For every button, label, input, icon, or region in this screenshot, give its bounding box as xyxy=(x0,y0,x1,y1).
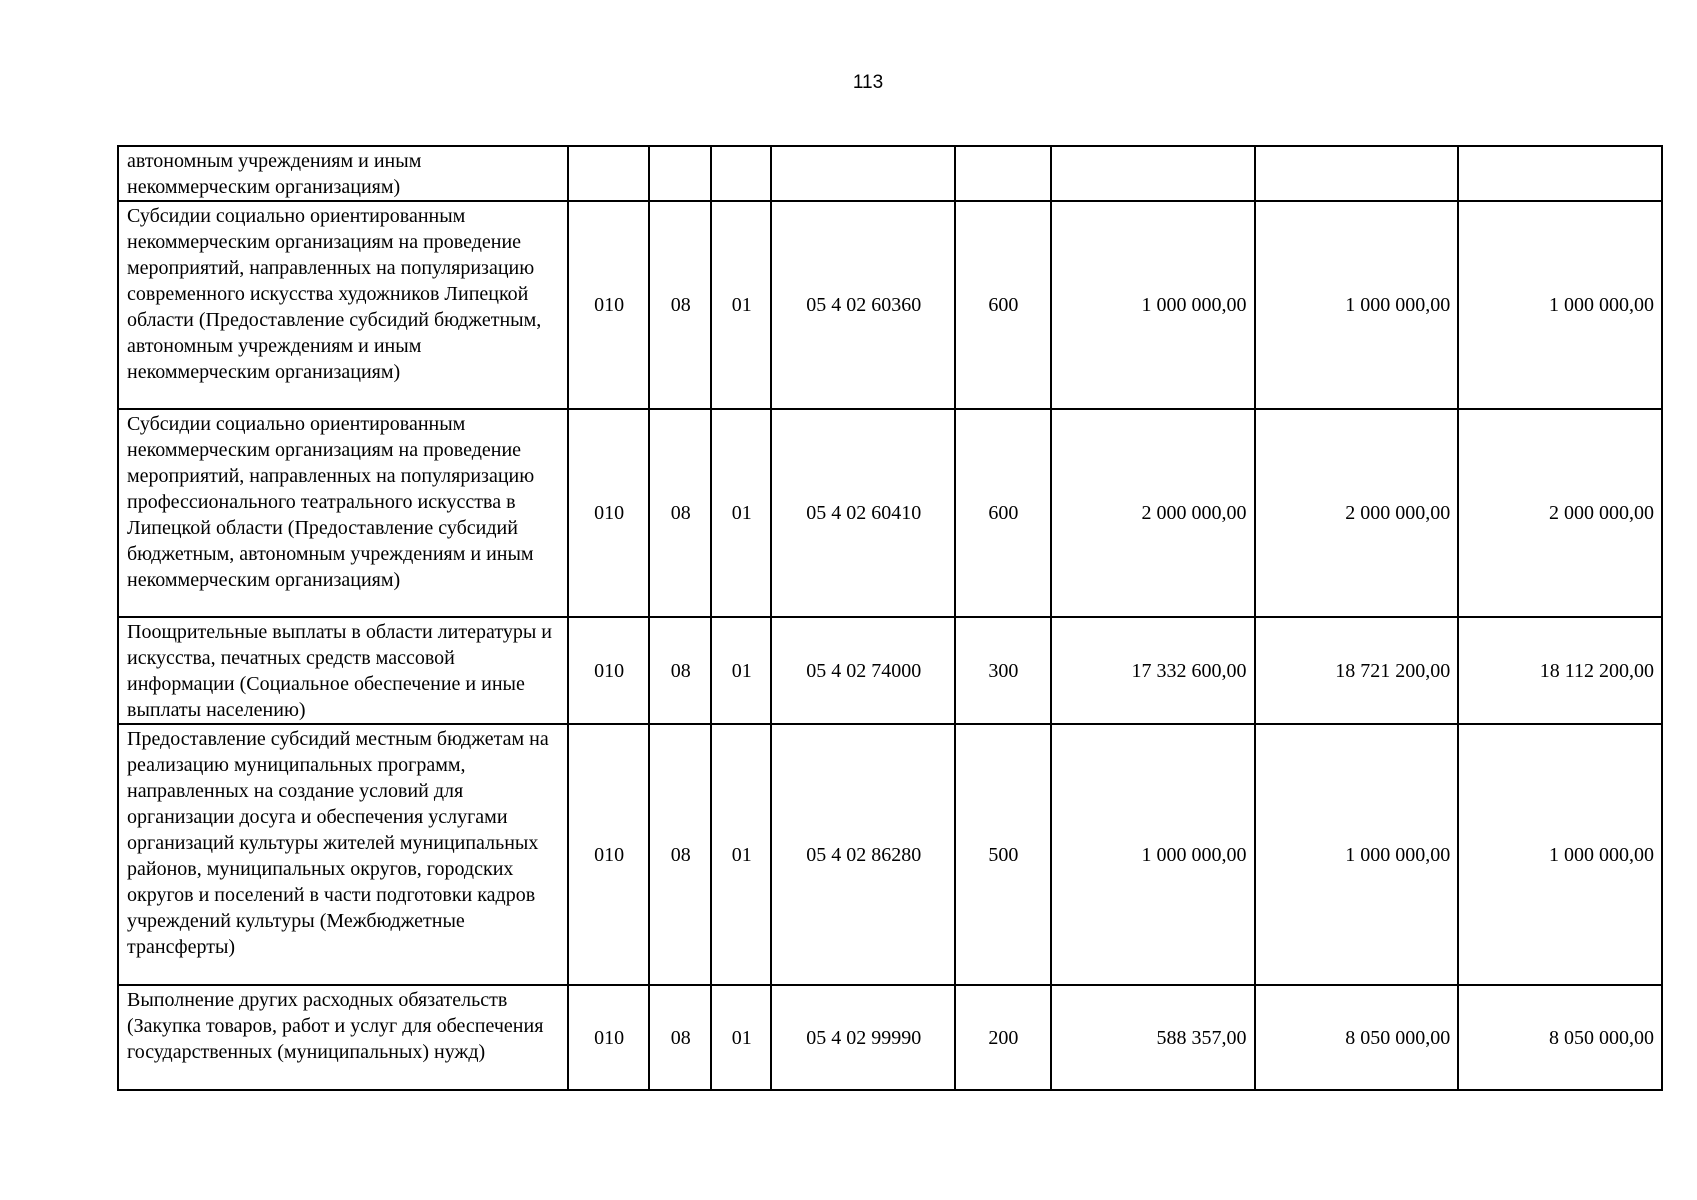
amount-2: 1 000 000,00 xyxy=(1255,724,1459,985)
table-row xyxy=(118,724,1662,985)
target-article-code: 05 4 02 60360 xyxy=(771,201,955,409)
table-row xyxy=(118,409,1662,617)
subsection-code: 01 xyxy=(711,409,772,617)
section-code xyxy=(649,146,711,201)
section-code: 08 xyxy=(649,201,711,409)
ministry-code: 010 xyxy=(568,724,650,985)
expense-type-code: 500 xyxy=(955,724,1051,985)
expense-type-code: 300 xyxy=(955,617,1051,724)
row-description: Предоставление субсидий местным бюджетам на реализацию муниципальных программ, направленных на создание условий для организации досуга и обеспечения услугами организаций культуры жителей муниципальных районов, муниципальных округов, городских округов и поселений в части подготовки кадров учреждений культуры (Межбюджетные трансферты) xyxy=(118,724,568,985)
expense-type-code: 600 xyxy=(955,201,1051,409)
amount-2: 8 050 000,00 xyxy=(1255,985,1459,1090)
row-description: Выполнение других расходных обязательств (Закупка товаров, работ и услуг для обеспечения государственных (муниципальных) нужд) xyxy=(118,985,568,1090)
ministry-code xyxy=(568,146,650,201)
target-article-code: 05 4 02 86280 xyxy=(771,724,955,985)
amount-1 xyxy=(1051,146,1255,201)
amount-3: 8 050 000,00 xyxy=(1458,985,1662,1090)
page-number: 113 xyxy=(852,72,884,93)
subsection-code: 01 xyxy=(711,201,772,409)
section-code: 08 xyxy=(649,724,711,985)
row-description: Субсидии социально ориентированным некоммерческим организациям на проведение мероприятий, направленных на популяризацию современного искусства художников Липецкой области (Предоставление субсидий бюджетным, автономным учреждениям и иным некоммерческим организациям) xyxy=(118,201,568,409)
table-row xyxy=(118,617,1662,724)
ministry-code: 010 xyxy=(568,617,650,724)
table-row xyxy=(118,146,1662,201)
section-code: 08 xyxy=(649,617,711,724)
ministry-code: 010 xyxy=(568,201,650,409)
ministry-code: 010 xyxy=(568,409,650,617)
amount-2: 1 000 000,00 xyxy=(1255,201,1459,409)
amount-3: 1 000 000,00 xyxy=(1458,724,1662,985)
subsection-code: 01 xyxy=(711,617,772,724)
section-code: 08 xyxy=(649,409,711,617)
subsection-code: 01 xyxy=(711,724,772,985)
section-code: 08 xyxy=(649,985,711,1090)
row-description: Поощрительные выплаты в области литературы и искусства, печатных средств массовой информации (Социальное обеспечение и иные выплаты населению) xyxy=(118,617,568,724)
amount-1: 588 357,00 xyxy=(1051,985,1255,1090)
subsection-code xyxy=(711,146,772,201)
target-article-code: 05 4 02 99990 xyxy=(771,985,955,1090)
amount-1: 17 332 600,00 xyxy=(1051,617,1255,724)
amount-2: 2 000 000,00 xyxy=(1255,409,1459,617)
amount-3: 1 000 000,00 xyxy=(1458,201,1662,409)
target-article-code xyxy=(771,146,955,201)
amount-1: 2 000 000,00 xyxy=(1051,409,1255,617)
amount-3: 18 112 200,00 xyxy=(1458,617,1662,724)
budget-table xyxy=(117,145,1663,1091)
table-row xyxy=(118,985,1662,1090)
amount-3 xyxy=(1458,146,1662,201)
target-article-code: 05 4 02 60410 xyxy=(771,409,955,617)
amount-2 xyxy=(1255,146,1459,201)
expense-type-code: 200 xyxy=(955,985,1051,1090)
amount-1: 1 000 000,00 xyxy=(1051,724,1255,985)
row-description: автономным учреждениям и иным некоммерческим организациям) xyxy=(118,146,568,201)
target-article-code: 05 4 02 74000 xyxy=(771,617,955,724)
table-row xyxy=(118,201,1662,409)
expense-type-code: 600 xyxy=(955,409,1051,617)
amount-3: 2 000 000,00 xyxy=(1458,409,1662,617)
row-description: Субсидии социально ориентированным некоммерческим организациям на проведение мероприятий, направленных на популяризацию профессионального театрального искусства в Липецкой области (Предоставление субсидий бюджетным, автономным учреждениям и иным некоммерческим организациям) xyxy=(118,409,568,617)
subsection-code: 01 xyxy=(711,985,772,1090)
ministry-code: 010 xyxy=(568,985,650,1090)
amount-1: 1 000 000,00 xyxy=(1051,201,1255,409)
amount-2: 18 721 200,00 xyxy=(1255,617,1459,724)
expense-type-code xyxy=(955,146,1051,201)
